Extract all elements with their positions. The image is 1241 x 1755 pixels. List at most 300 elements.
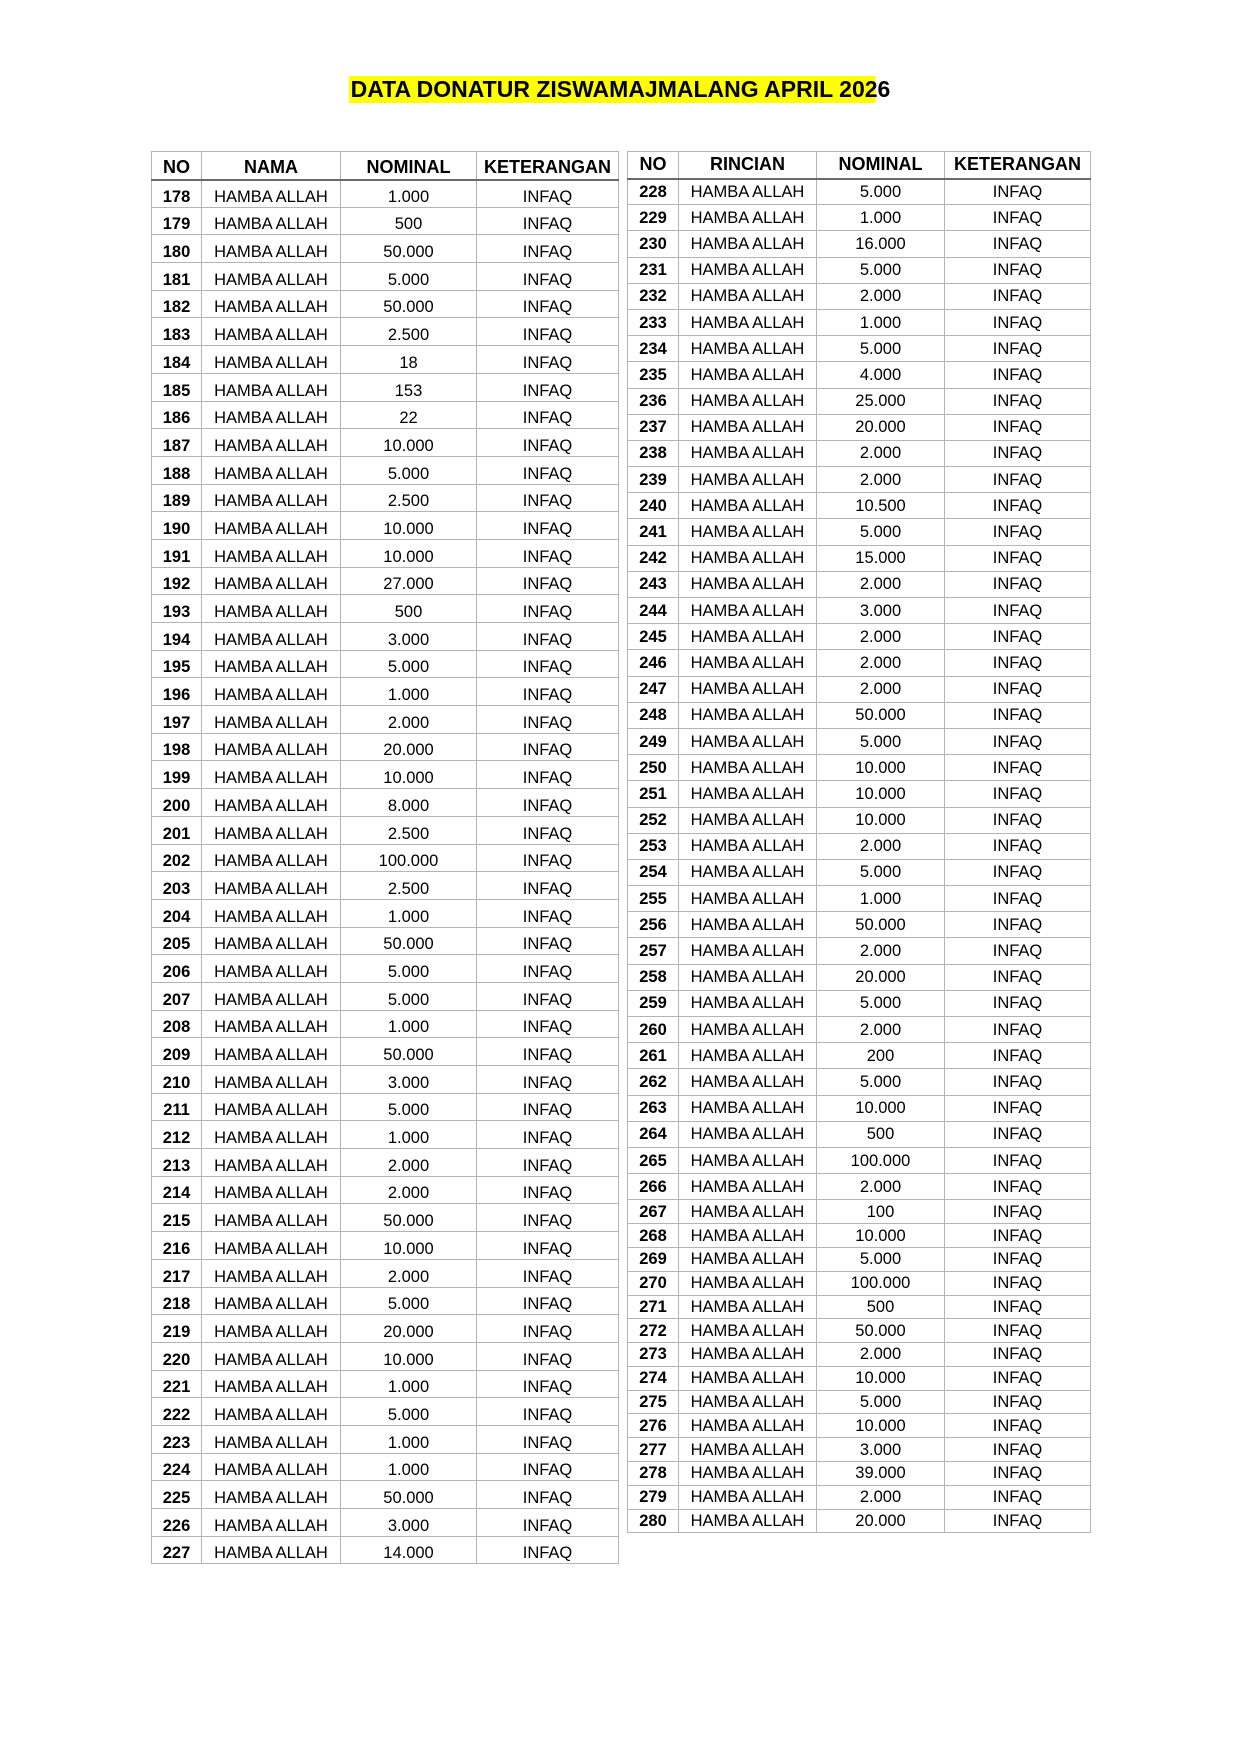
table-row (628, 1485, 1091, 1509)
table-row (152, 1398, 619, 1426)
table-row (152, 899, 619, 927)
row-number: 197 (152, 706, 202, 734)
nominal-value: 10.000 (341, 539, 477, 567)
donor-name: HAMBA ALLAH (679, 545, 817, 571)
nominal-value: 5.000 (341, 1398, 477, 1426)
description: INFAQ (477, 1010, 619, 1038)
donor-name: HAMBA ALLAH (202, 539, 341, 567)
nominal-value: 5.000 (817, 519, 945, 545)
description: INFAQ (477, 235, 619, 263)
row-number: 250 (628, 755, 679, 781)
nominal-value: 10.000 (341, 512, 477, 540)
description: INFAQ (945, 1319, 1091, 1343)
title-wrapper (0, 76, 1241, 103)
donor-name: HAMBA ALLAH (679, 571, 817, 597)
table-row (628, 833, 1091, 859)
description: INFAQ (945, 1295, 1091, 1319)
nominal-value: 50.000 (817, 702, 945, 728)
table-row (628, 807, 1091, 833)
donor-name: HAMBA ALLAH (679, 1069, 817, 1095)
donor-name: HAMBA ALLAH (679, 519, 817, 545)
table-row (628, 676, 1091, 702)
description: INFAQ (477, 761, 619, 789)
donor-name: HAMBA ALLAH (679, 1319, 817, 1343)
row-number: 185 (152, 373, 202, 401)
nominal-value: 10.500 (817, 493, 945, 519)
donor-name: HAMBA ALLAH (202, 180, 341, 208)
table-row (628, 283, 1091, 309)
row-number: 196 (152, 678, 202, 706)
nominal-value: 1.000 (341, 180, 477, 208)
row-number: 212 (152, 1121, 202, 1149)
donor-name: HAMBA ALLAH (202, 733, 341, 761)
description: INFAQ (945, 1200, 1091, 1224)
row-number: 194 (152, 623, 202, 651)
table-row (628, 702, 1091, 728)
row-number: 192 (152, 567, 202, 595)
donor-name: HAMBA ALLAH (679, 964, 817, 990)
description: INFAQ (945, 990, 1091, 1016)
nominal-value: 3.000 (341, 623, 477, 651)
table-row (152, 567, 619, 595)
donor-name: HAMBA ALLAH (202, 373, 341, 401)
row-number: 267 (628, 1200, 679, 1224)
row-number: 223 (152, 1425, 202, 1453)
description: INFAQ (477, 1536, 619, 1564)
table-row (628, 1224, 1091, 1248)
row-number: 216 (152, 1232, 202, 1260)
nominal-value: 50.000 (817, 1319, 945, 1343)
row-number: 270 (628, 1271, 679, 1295)
nominal-value: 10.000 (817, 1095, 945, 1121)
header-no: NO (628, 152, 679, 179)
donor-name: HAMBA ALLAH (202, 1038, 341, 1066)
donor-name: HAMBA ALLAH (202, 512, 341, 540)
row-number: 206 (152, 955, 202, 983)
row-number: 257 (628, 938, 679, 964)
row-number: 193 (152, 595, 202, 623)
nominal-value: 2.000 (817, 676, 945, 702)
donor-name: HAMBA ALLAH (679, 1095, 817, 1121)
description: INFAQ (945, 1343, 1091, 1367)
description: INFAQ (945, 676, 1091, 702)
table-row (628, 1121, 1091, 1147)
donor-name: HAMBA ALLAH (202, 872, 341, 900)
description: INFAQ (477, 1425, 619, 1453)
nominal-value: 10.000 (341, 429, 477, 457)
row-number: 254 (628, 859, 679, 885)
table-row (152, 346, 619, 374)
header-nominal: NOMINAL (341, 152, 477, 180)
nominal-value: 50.000 (817, 912, 945, 938)
table-row (152, 512, 619, 540)
nominal-value: 5.000 (817, 336, 945, 362)
description: INFAQ (477, 484, 619, 512)
row-number: 226 (152, 1509, 202, 1537)
table-header-row (152, 152, 619, 180)
description: INFAQ (945, 755, 1091, 781)
table-row (152, 1315, 619, 1343)
description: INFAQ (945, 1247, 1091, 1271)
donor-name: HAMBA ALLAH (679, 833, 817, 859)
donor-name: HAMBA ALLAH (202, 429, 341, 457)
nominal-value: 5.000 (341, 263, 477, 291)
nominal-value: 20.000 (341, 733, 477, 761)
description: INFAQ (945, 1271, 1091, 1295)
nominal-value: 3.000 (817, 1438, 945, 1462)
nominal-value: 10.000 (817, 1366, 945, 1390)
table-row (628, 440, 1091, 466)
description: INFAQ (477, 539, 619, 567)
table-row (152, 761, 619, 789)
description: INFAQ (477, 1481, 619, 1509)
table-row (628, 179, 1091, 205)
nominal-value: 2.500 (341, 816, 477, 844)
nominal-value: 2.000 (817, 1343, 945, 1367)
row-number: 188 (152, 456, 202, 484)
row-number: 278 (628, 1462, 679, 1486)
table-row (152, 816, 619, 844)
donor-name: HAMBA ALLAH (202, 1232, 341, 1260)
description: INFAQ (945, 1462, 1091, 1486)
table-row (152, 1176, 619, 1204)
row-number: 202 (152, 844, 202, 872)
row-number: 276 (628, 1414, 679, 1438)
row-number: 187 (152, 429, 202, 457)
description: INFAQ (945, 1390, 1091, 1414)
description: INFAQ (945, 886, 1091, 912)
table-row (628, 571, 1091, 597)
table-row (152, 1481, 619, 1509)
row-number: 204 (152, 899, 202, 927)
row-number: 263 (628, 1095, 679, 1121)
table-row (152, 982, 619, 1010)
table-row (152, 180, 619, 208)
nominal-value: 20.000 (341, 1315, 477, 1343)
table-row (628, 1414, 1091, 1438)
table-row (628, 1043, 1091, 1069)
table-row (628, 1295, 1091, 1319)
nominal-value: 27.000 (341, 567, 477, 595)
donor-name: HAMBA ALLAH (679, 493, 817, 519)
row-number: 235 (628, 362, 679, 388)
table-row (152, 733, 619, 761)
nominal-value: 2.000 (817, 624, 945, 650)
description: INFAQ (477, 1398, 619, 1426)
nominal-value: 10.000 (817, 781, 945, 807)
donor-name: HAMBA ALLAH (679, 1462, 817, 1486)
table-row (628, 964, 1091, 990)
description: INFAQ (477, 1149, 619, 1177)
donor-name: HAMBA ALLAH (202, 484, 341, 512)
description: INFAQ (477, 1121, 619, 1149)
row-number: 269 (628, 1247, 679, 1271)
description: INFAQ (477, 318, 619, 346)
donor-name: HAMBA ALLAH (679, 1174, 817, 1200)
description: INFAQ (945, 728, 1091, 754)
donor-name: HAMBA ALLAH (679, 728, 817, 754)
table-header-row (628, 152, 1091, 179)
header-no: NO (152, 152, 202, 180)
nominal-value: 1.000 (341, 678, 477, 706)
row-number: 251 (628, 781, 679, 807)
row-number: 268 (628, 1224, 679, 1248)
nominal-value: 1.000 (817, 205, 945, 231)
row-number: 214 (152, 1176, 202, 1204)
row-number: 274 (628, 1366, 679, 1390)
table-row (152, 1453, 619, 1481)
row-number: 191 (152, 539, 202, 567)
nominal-value: 10.000 (817, 1224, 945, 1248)
table-row (628, 1271, 1091, 1295)
description: INFAQ (945, 1366, 1091, 1390)
nominal-value: 20.000 (817, 414, 945, 440)
description: INFAQ (477, 1038, 619, 1066)
table-row (152, 1121, 619, 1149)
description: INFAQ (477, 955, 619, 983)
donor-name: HAMBA ALLAH (202, 595, 341, 623)
row-number: 218 (152, 1287, 202, 1315)
row-number: 236 (628, 388, 679, 414)
nominal-value: 5.000 (341, 982, 477, 1010)
donor-name: HAMBA ALLAH (202, 1453, 341, 1481)
nominal-value: 2.000 (817, 1174, 945, 1200)
description: INFAQ (477, 982, 619, 1010)
description: INFAQ (477, 180, 619, 208)
table-row (152, 844, 619, 872)
table-row (152, 1370, 619, 1398)
nominal-value: 2.500 (341, 484, 477, 512)
table-row (152, 1536, 619, 1564)
nominal-value: 10.000 (341, 761, 477, 789)
description: INFAQ (945, 1017, 1091, 1043)
donor-name: HAMBA ALLAH (202, 263, 341, 291)
nominal-value: 5.000 (817, 859, 945, 885)
table-row (152, 484, 619, 512)
description: INFAQ (945, 807, 1091, 833)
table-row (628, 231, 1091, 257)
row-number: 221 (152, 1370, 202, 1398)
header-nominal: NOMINAL (817, 152, 945, 179)
donor-name: HAMBA ALLAH (202, 927, 341, 955)
nominal-value: 2.500 (341, 318, 477, 346)
row-number: 219 (152, 1315, 202, 1343)
table-row (152, 1093, 619, 1121)
table-row (152, 595, 619, 623)
description: INFAQ (945, 702, 1091, 728)
nominal-value: 1.000 (341, 1453, 477, 1481)
row-number: 184 (152, 346, 202, 374)
description: INFAQ (945, 519, 1091, 545)
description: INFAQ (477, 1066, 619, 1094)
row-number: 200 (152, 789, 202, 817)
row-number: 246 (628, 650, 679, 676)
row-number: 208 (152, 1010, 202, 1038)
description: INFAQ (945, 781, 1091, 807)
row-number: 213 (152, 1149, 202, 1177)
donor-name: HAMBA ALLAH (202, 1204, 341, 1232)
nominal-value: 2.000 (341, 1176, 477, 1204)
table-row (628, 545, 1091, 571)
nominal-value: 3.000 (341, 1509, 477, 1537)
row-number: 264 (628, 1121, 679, 1147)
donor-name: HAMBA ALLAH (202, 650, 341, 678)
description: INFAQ (945, 1043, 1091, 1069)
description: INFAQ (945, 493, 1091, 519)
description: INFAQ (477, 263, 619, 291)
description: INFAQ (945, 833, 1091, 859)
row-number: 260 (628, 1017, 679, 1043)
nominal-value: 2.000 (817, 283, 945, 309)
donor-name: HAMBA ALLAH (679, 1485, 817, 1509)
table-row (628, 1095, 1091, 1121)
nominal-value: 5.000 (341, 1093, 477, 1121)
description: INFAQ (945, 179, 1091, 205)
description: INFAQ (477, 816, 619, 844)
description: INFAQ (945, 440, 1091, 466)
row-number: 178 (152, 180, 202, 208)
nominal-value: 2.000 (817, 833, 945, 859)
donor-name: HAMBA ALLAH (679, 702, 817, 728)
description: INFAQ (477, 733, 619, 761)
table-row (152, 927, 619, 955)
nominal-value: 10.000 (341, 1232, 477, 1260)
description: INFAQ (477, 872, 619, 900)
donor-name: HAMBA ALLAH (679, 309, 817, 335)
row-number: 220 (152, 1342, 202, 1370)
donor-name: HAMBA ALLAH (679, 1295, 817, 1319)
description: INFAQ (477, 927, 619, 955)
table-row (628, 1366, 1091, 1390)
nominal-value: 100.000 (817, 1271, 945, 1295)
donor-name: HAMBA ALLAH (202, 1066, 341, 1094)
nominal-value: 50.000 (341, 290, 477, 318)
donor-name: HAMBA ALLAH (679, 1438, 817, 1462)
donor-name: HAMBA ALLAH (679, 1390, 817, 1414)
nominal-value: 20.000 (817, 964, 945, 990)
description: INFAQ (477, 844, 619, 872)
header-nama: NAMA (202, 152, 341, 180)
description: INFAQ (945, 912, 1091, 938)
table-row (628, 650, 1091, 676)
nominal-value: 10.000 (817, 807, 945, 833)
donor-name: HAMBA ALLAH (202, 1342, 341, 1370)
table-row (628, 624, 1091, 650)
donor-name: HAMBA ALLAH (202, 1398, 341, 1426)
donor-name: HAMBA ALLAH (679, 598, 817, 624)
row-number: 248 (628, 702, 679, 728)
nominal-value: 1.000 (341, 899, 477, 927)
row-number: 238 (628, 440, 679, 466)
donor-name: HAMBA ALLAH (679, 807, 817, 833)
row-number: 233 (628, 309, 679, 335)
row-number: 252 (628, 807, 679, 833)
table-row (628, 1069, 1091, 1095)
description: INFAQ (477, 1342, 619, 1370)
table-row (628, 257, 1091, 283)
nominal-value: 1.000 (341, 1121, 477, 1149)
nominal-value: 153 (341, 373, 477, 401)
row-number: 209 (152, 1038, 202, 1066)
nominal-value: 1.000 (817, 886, 945, 912)
nominal-value: 2.000 (817, 440, 945, 466)
description: INFAQ (477, 1093, 619, 1121)
donor-name: HAMBA ALLAH (202, 623, 341, 651)
table-row (152, 318, 619, 346)
table-row (628, 1147, 1091, 1173)
donor-name: HAMBA ALLAH (679, 336, 817, 362)
description: INFAQ (477, 1232, 619, 1260)
row-number: 280 (628, 1509, 679, 1533)
description: INFAQ (945, 650, 1091, 676)
header-keterangan: KETERANGAN (477, 152, 619, 180)
description: INFAQ (945, 1121, 1091, 1147)
donor-name: HAMBA ALLAH (679, 990, 817, 1016)
description: INFAQ (945, 1485, 1091, 1509)
table-row (152, 650, 619, 678)
description: INFAQ (477, 401, 619, 429)
nominal-value: 2.000 (817, 650, 945, 676)
nominal-value: 16.000 (817, 231, 945, 257)
donor-name: HAMBA ALLAH (679, 1121, 817, 1147)
nominal-value: 5.000 (817, 728, 945, 754)
row-number: 189 (152, 484, 202, 512)
row-number: 231 (628, 257, 679, 283)
description: INFAQ (477, 1176, 619, 1204)
donor-name: HAMBA ALLAH (679, 755, 817, 781)
description: INFAQ (477, 512, 619, 540)
donor-name: HAMBA ALLAH (679, 1017, 817, 1043)
donor-name: HAMBA ALLAH (679, 781, 817, 807)
nominal-value: 5.000 (341, 456, 477, 484)
description: INFAQ (945, 336, 1091, 362)
description: INFAQ (945, 1147, 1091, 1173)
table-row (152, 401, 619, 429)
donor-name: HAMBA ALLAH (679, 388, 817, 414)
row-number: 255 (628, 886, 679, 912)
donor-name: HAMBA ALLAH (202, 1149, 341, 1177)
description: INFAQ (477, 290, 619, 318)
nominal-value: 2.000 (817, 571, 945, 597)
description: INFAQ (477, 595, 619, 623)
table-row (628, 728, 1091, 754)
donor-name: HAMBA ALLAH (679, 1200, 817, 1224)
description: INFAQ (945, 283, 1091, 309)
nominal-value: 500 (817, 1121, 945, 1147)
description: INFAQ (477, 1370, 619, 1398)
table-row (628, 781, 1091, 807)
donor-name: HAMBA ALLAH (679, 1247, 817, 1271)
row-number: 229 (628, 205, 679, 231)
donor-name: HAMBA ALLAH (679, 1147, 817, 1173)
table-row (152, 235, 619, 263)
donor-name: HAMBA ALLAH (679, 650, 817, 676)
nominal-value: 1.000 (341, 1425, 477, 1453)
table-row (152, 263, 619, 291)
donor-name: HAMBA ALLAH (679, 231, 817, 257)
donor-name: HAMBA ALLAH (202, 1176, 341, 1204)
donor-name: HAMBA ALLAH (202, 456, 341, 484)
table-row (628, 1319, 1091, 1343)
table-row (628, 859, 1091, 885)
nominal-value: 39.000 (817, 1462, 945, 1486)
donor-name: HAMBA ALLAH (679, 1224, 817, 1248)
nominal-value: 4.000 (817, 362, 945, 388)
row-number: 217 (152, 1259, 202, 1287)
description: INFAQ (945, 1095, 1091, 1121)
table-row (152, 290, 619, 318)
table-row (152, 429, 619, 457)
